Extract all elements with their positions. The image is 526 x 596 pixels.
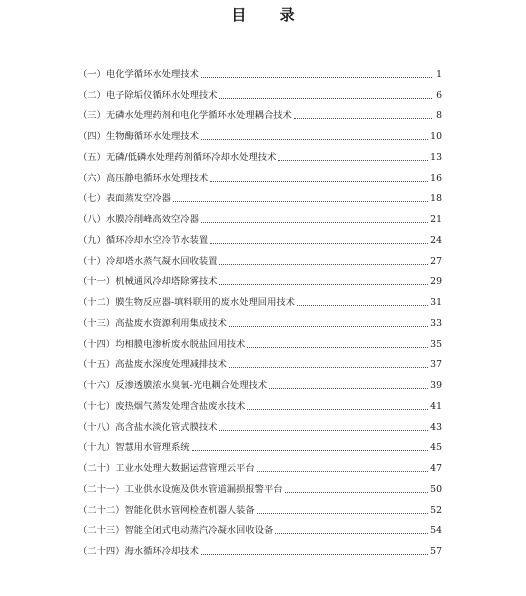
toc-entry-page-number: 6	[436, 89, 442, 101]
dot-leader	[269, 388, 428, 389]
dot-leader	[201, 222, 428, 223]
toc-entry-page-number: 43	[430, 421, 442, 433]
toc-entry-page-number: 47	[430, 463, 442, 474]
toc-entry-page-number: 33	[430, 317, 442, 329]
toc-entry-title: （十四）均相膜电渗析废水脱盐回用技术	[78, 338, 246, 350]
dot-leader	[219, 264, 428, 265]
toc-entry-page-number: 27	[430, 255, 442, 267]
dot-leader	[219, 430, 428, 431]
dot-leader	[229, 367, 428, 368]
toc-entry-title: （二十一）工业供水设施及供水管道漏损报警平台	[78, 483, 283, 495]
toc-entry-page-number: 41	[430, 400, 442, 412]
toc-entry-title: （十二）膜生物反应器-填料联用的废水处理回用技术	[78, 297, 295, 308]
toc-entry-title: （七）表面蒸发空冷器	[78, 193, 171, 205]
toc-entry-page-number: 13	[430, 151, 442, 163]
toc-entry-page-number: 45	[430, 442, 442, 454]
toc-entry-page-number: 37	[430, 359, 442, 371]
dot-leader	[201, 554, 428, 555]
table-of-contents	[78, 59, 442, 557]
toc-entry-title: （六）高压静电循环水处理技术	[78, 172, 209, 184]
toc-entry[interactable]	[78, 350, 442, 371]
dot-leader	[201, 77, 432, 78]
toc-entry[interactable]	[78, 121, 442, 142]
dot-leader	[275, 533, 428, 534]
toc-entry[interactable]	[78, 204, 442, 225]
dot-leader	[210, 243, 428, 244]
toc-entry-title: （九）循环冷却水空冷节水装置	[78, 234, 209, 246]
toc-entry-title: （三）无磷水处理药剂和电化学循环水处理耦合技术	[78, 110, 292, 122]
dot-leader	[278, 160, 428, 161]
toc-entry[interactable]	[78, 329, 442, 350]
toc-entry[interactable]	[78, 495, 442, 516]
toc-entry-page-number: 39	[430, 380, 442, 391]
dot-leader	[257, 471, 429, 472]
dot-leader	[257, 513, 429, 514]
toc-entry[interactable]	[78, 163, 442, 184]
toc-entry[interactable]	[78, 80, 442, 101]
toc-entry[interactable]	[78, 516, 442, 537]
dot-leader	[173, 201, 428, 202]
toc-entry-title: （二十三）智能全闭式电动蒸汽冷凝水回收设备	[78, 525, 274, 537]
dot-leader	[297, 305, 428, 306]
toc-entry-title: （十八）高含盐水淡化管式膜技术	[78, 421, 218, 433]
toc-entry-title: （二十）工业水处理大数据运营管理云平台	[78, 463, 255, 474]
toc-entry-title: （八）水膜冷削峰高效空冷器	[78, 214, 199, 225]
toc-entry-title: （五）无磷/低磷水处理药剂循环冷却水处理技术	[78, 151, 277, 163]
dot-leader	[192, 450, 429, 451]
toc-entry[interactable]	[78, 474, 442, 495]
toc-entry[interactable]	[78, 267, 442, 288]
toc-entry-title: （十六）反渗透膜浓水臭氧-光电耦合处理技术	[78, 380, 268, 391]
toc-entry[interactable]	[78, 308, 442, 329]
toc-entry[interactable]	[78, 101, 442, 122]
toc-entry-title: （十三）高盐废水资源利用集成技术	[78, 317, 227, 329]
toc-entry-page-number: 57	[430, 546, 442, 557]
toc-entry-page-number: 54	[430, 525, 442, 537]
toc-entry[interactable]	[78, 225, 442, 246]
toc-entry-page-number: 1	[436, 68, 442, 80]
toc-entry-page-number: 52	[430, 504, 442, 516]
toc-entry-page-number: 31	[430, 297, 442, 308]
dot-leader	[247, 347, 428, 348]
toc-entry[interactable]	[78, 391, 442, 412]
toc-entry-title: （十七）废热烟气蒸发处理含盐废水技术	[78, 400, 246, 412]
dot-leader	[294, 118, 432, 119]
dot-leader	[201, 139, 428, 140]
page-title: 目 录	[231, 6, 309, 24]
toc-entry-page-number: 18	[430, 193, 442, 205]
toc-entry-page-number: 21	[430, 214, 442, 225]
toc-entry-page-number: 8	[436, 110, 442, 122]
toc-entry-title: （二十四）海水循环冷却技术	[78, 546, 199, 557]
dot-leader	[285, 492, 429, 493]
toc-entry-page-number: 16	[430, 172, 442, 184]
toc-entry-title: （四）生物酶循环水处理技术	[78, 131, 199, 142]
toc-entry[interactable]	[78, 59, 442, 80]
toc-entry[interactable]	[78, 433, 442, 454]
toc-entry-page-number: 10	[430, 131, 442, 142]
dot-leader	[247, 409, 428, 410]
dot-leader	[219, 284, 428, 285]
toc-entry[interactable]	[78, 370, 442, 391]
toc-entry[interactable]	[78, 142, 442, 163]
toc-entry[interactable]	[78, 184, 442, 205]
toc-entry[interactable]	[78, 287, 442, 308]
toc-entry-title: （十一）机械通风冷却塔除雾技术	[78, 276, 218, 288]
toc-entry[interactable]	[78, 453, 442, 474]
toc-entry-title: （十九）智慧用水管理系统	[78, 442, 190, 454]
dot-leader	[210, 181, 428, 182]
toc-entry-title: （一）电化学循环水处理技术	[78, 68, 199, 80]
toc-entry-page-number: 35	[430, 338, 442, 350]
toc-entry[interactable]	[78, 536, 442, 557]
dot-leader	[219, 98, 432, 99]
toc-entry-page-number: 29	[430, 276, 442, 288]
toc-entry-page-number: 24	[430, 234, 442, 246]
toc-entry-title: （十五）高盐废水深度处理减排技术	[78, 359, 227, 371]
toc-entry[interactable]	[78, 412, 442, 433]
toc-entry-title: （二十二）智能化供水管网检查机器人装备	[78, 504, 255, 516]
toc-entry[interactable]	[78, 246, 442, 267]
toc-entry-page-number: 50	[430, 483, 442, 495]
toc-entry-title: （十）冷却塔水蒸气凝水回收装置	[78, 255, 218, 267]
dot-leader	[229, 326, 428, 327]
toc-entry-title: （二）电子除垢仪循环水处理技术	[78, 89, 218, 101]
